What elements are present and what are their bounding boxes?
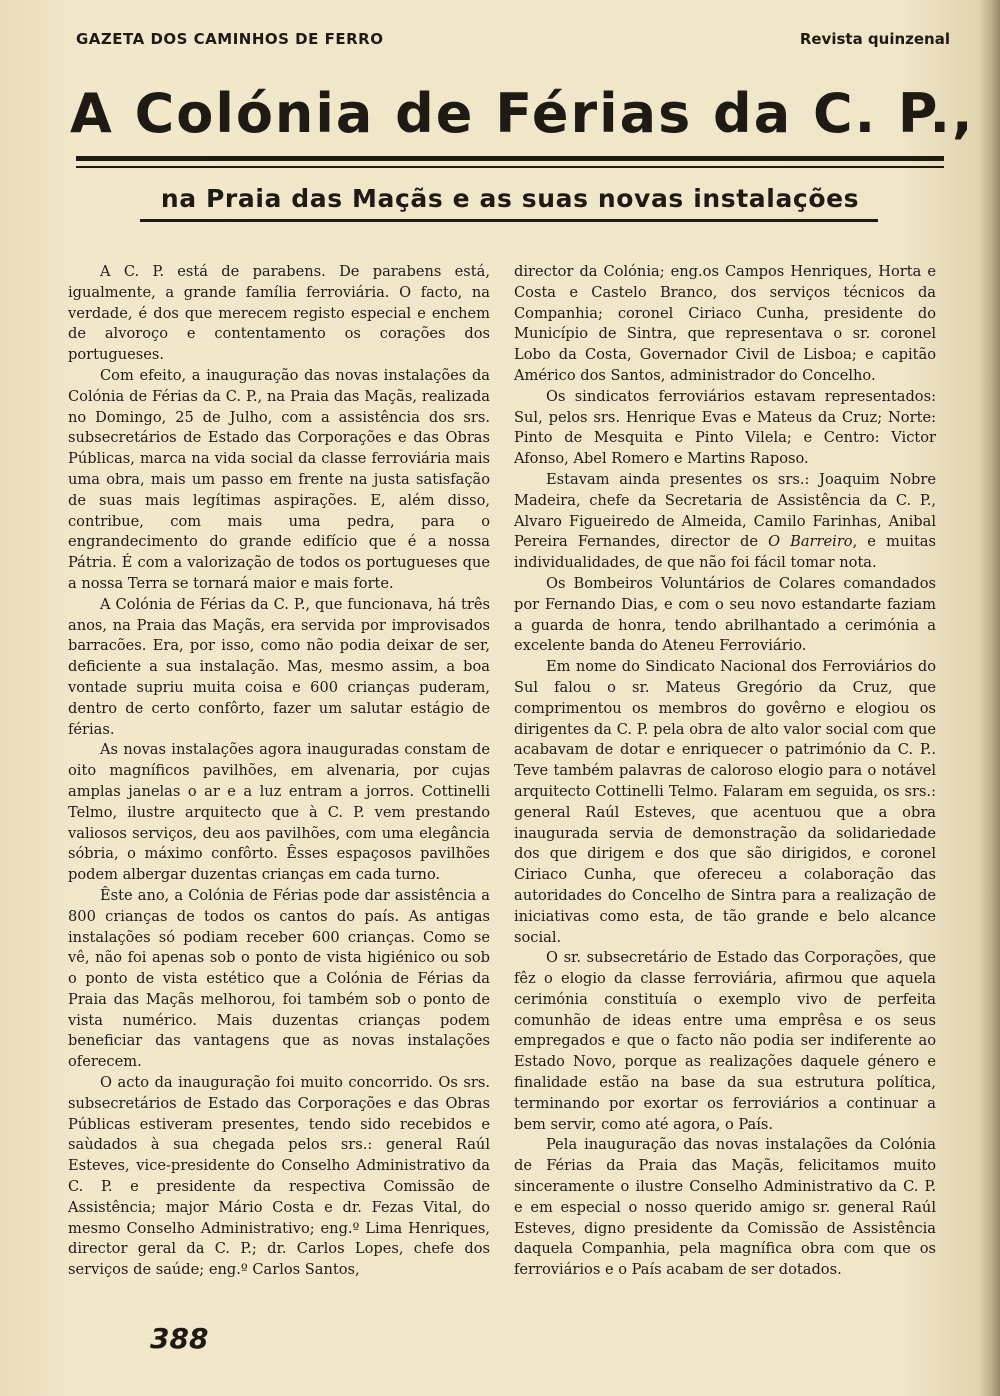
title-rule-thin xyxy=(76,166,944,168)
article-title: A Colónia de Férias da C. P., xyxy=(70,82,975,145)
paragraph-continuation: director da Colónia; eng.os Campos Henriques, Horta e Costa e Castelo Branco, dos serviços técnicos da Companhia; coronel Ciriaco Cunha, presidente do Município de Sintra, que representava o sr. coronel Lobo da Costa, Governador Civil de Lisboa; e capitão Américo dos Santos, administrador do Concelho. xyxy=(514,263,936,384)
paragraph: Os Bombeiros Voluntários de Colares comandados por Fernando Dias, e com o seu novo estandarte faziam a guarda de honra, tendo abrilhantado a cerimónia a excelente banda do Ateneu Ferroviário. xyxy=(514,574,936,655)
article-subtitle: na Praia das Maçãs e as suas novas instalações xyxy=(160,184,860,213)
paragraph: O sr. subsecretário de Estado das Corporações, que fêz o elogio da classe ferroviária, afirmou que aquela cerimónia constituía o exemplo vivo de perfeita comunhão de ideas entre uma emprêsa e os seus empregados e que o facto não podia ser indiferente ao Estado Novo, porque as realizações daquele género e finalidade estão na base da sua estrutura política, terminando por exortar os ferroviários a continuar a bem servir, como até agora, o País. xyxy=(514,949,936,1133)
right-column xyxy=(514,262,936,1281)
paragraph xyxy=(514,470,936,574)
binding-shadow xyxy=(978,0,1000,1396)
paragraph: Os sindicatos ferroviários estavam representados: Sul, pelos srs. Henrique Evas e Mateus da Cruz; Norte: Pinto de Mesquita e Pinto Vilela; e Centro: Victor Afonso, Abel Romero e Martins Raposo. xyxy=(514,387,936,468)
paragraph: A Colónia de Férias da C. P., que funcionava, há três anos, na Praia das Maçãs, era servida por improvisados barracões. Era, por isso, como não podia deixar de ser, deficiente a sua instalação. Mas, mesmo assim, a boa vontade supriu muita coisa e 600 crianças puderam, dentro de certo confôrto, fazer um salutar estágio de férias. xyxy=(68,595,490,738)
left-column xyxy=(68,262,490,1281)
running-header xyxy=(76,30,950,54)
subtitle-underline xyxy=(140,219,878,222)
paragraph: Pela inauguração das novas instalações da Colónia de Férias da Praia das Maçãs, felicitamos muito sinceramente o ilustre Conselho Administrativo da C. P. e em especial o nosso querido amigo sr. general Raúl Esteves, digno presidente da Comissão de Assistência daquela Companhia, pela magnífica obra com que os ferroviários e o País acabam de ser dotados. xyxy=(514,1136,936,1279)
paragraph: O acto da inauguração foi muito concorrido. Os srs. subsecretários de Estado das Corporações e das Obras Públicas estiveram presentes, tendo sido recebidos e saùdados à sua chegada pelos srs.: general Raúl Esteves, vice-presidente do Conselho Administrativo da C. P. e presidente da respectiva Comissão de Assistência; major Mário Costa e dr. Fezas Vital, do mesmo Conselho Administrativo; eng.º Lima Henriques, director geral da C. P.; dr. Carlos Lopes, chefe dos serviços de saúde; eng.º Carlos Santos, xyxy=(68,1074,490,1279)
paragraph: A C. P. está de parabens. De parabens está, igualmente, a grande família ferroviária. O facto, na verdade, é dos que merecem registo especial e enchem de alvoroço e contentamento os corações dos portugueses. xyxy=(68,263,490,364)
journal-name: GAZETA DOS CAMINHOS DE FERRO xyxy=(76,30,384,48)
paragraph: Em nome do Sindicato Nacional dos Ferroviários do Sul falou o sr. Mateus Gregório da Cruz, que comprimentou os membros do govêrno e elogiou os dirigentes da C. P. pela obra de alto valor social com que acabavam de dotar e enriquecer o património da C. P.. Teve também palavras de caloroso elogio para o notável arquitecto Cottinelli Telmo. Falaram em seguida, os srs.: general Raúl Esteves, que acentuou que a obra inaugurada servia de demonstração da solidariedade dos que dirigem e dos que são dirigidos, e coronel Ciriaco Cunha, que ofereceu a colaboração das autoridades do Concelho de Sintra para a realização de iniciativas como esta, de tão grande e belo alcance social. xyxy=(514,658,936,946)
title-rule-thick xyxy=(76,156,944,161)
paragraph: Com efeito, a inauguração das novas instalações da Colónia de Férias da C. P., na Praia das Maçãs, realizada no Domingo, 25 de Julho, com a assistência dos srs. subsecretários de Estado das Corporações e das Obras Públicas, marca na vida social da classe ferroviária mais uma obra, mais um passo em frente na justa satisfação de suas mais legítimas aspirações. E, além disso, contribue, com mais uma pedra, para o engrandecimento do grande edifício que é a nossa Pátria. É com a valorização de todos os portugueses que a nossa Terra se tornará maior e mais forte. xyxy=(68,366,490,592)
publication-title: O Barreiro xyxy=(768,533,853,551)
paragraph: As novas instalações agora inauguradas constam de oito magníficos pavilhões, em alvenaria, por cujas amplas janelas o ar e a luz entram a jorros. Cottinelli Telmo, ilustre arquitecto que à C. P. vem prestando valiosos serviços, deu aos pavilhões, com uma elegância sóbria, o máximo confôrto. Êsses espaçosos pavilhões podem albergar duzentas crianças em cada turno. xyxy=(68,741,490,884)
paragraph: Êste ano, a Colónia de Férias pode dar assistência a 800 crianças de todos os cantos do país. As antigas instalações só podiam receber 600 crianças. Como se vê, não foi apenas sob o ponto de vista higiénico ou sob o ponto de vista estético que a Colónia de Férias da Praia das Maçãs melhorou, foi também sob o ponto de vista numérico. Mais duzentas crianças podem beneficiar das vantagens que as novas instalações oferecem. xyxy=(68,886,490,1071)
issue-frequency: Revista quinzenal xyxy=(799,30,950,48)
paragraph-text: , e muitas individualidades, de que não foi fácil tomar nota. xyxy=(514,533,936,572)
page-number: 388 xyxy=(150,1322,209,1355)
paragraph-text: Estavam ainda presentes os srs.: Joaquim Nobre Madeira, chefe da Secretaria de Assistência da C. P., Alvaro Figueiredo de Almeida, Camilo Farinhas, Anibal Pereira Fernandes, director de xyxy=(514,470,936,551)
